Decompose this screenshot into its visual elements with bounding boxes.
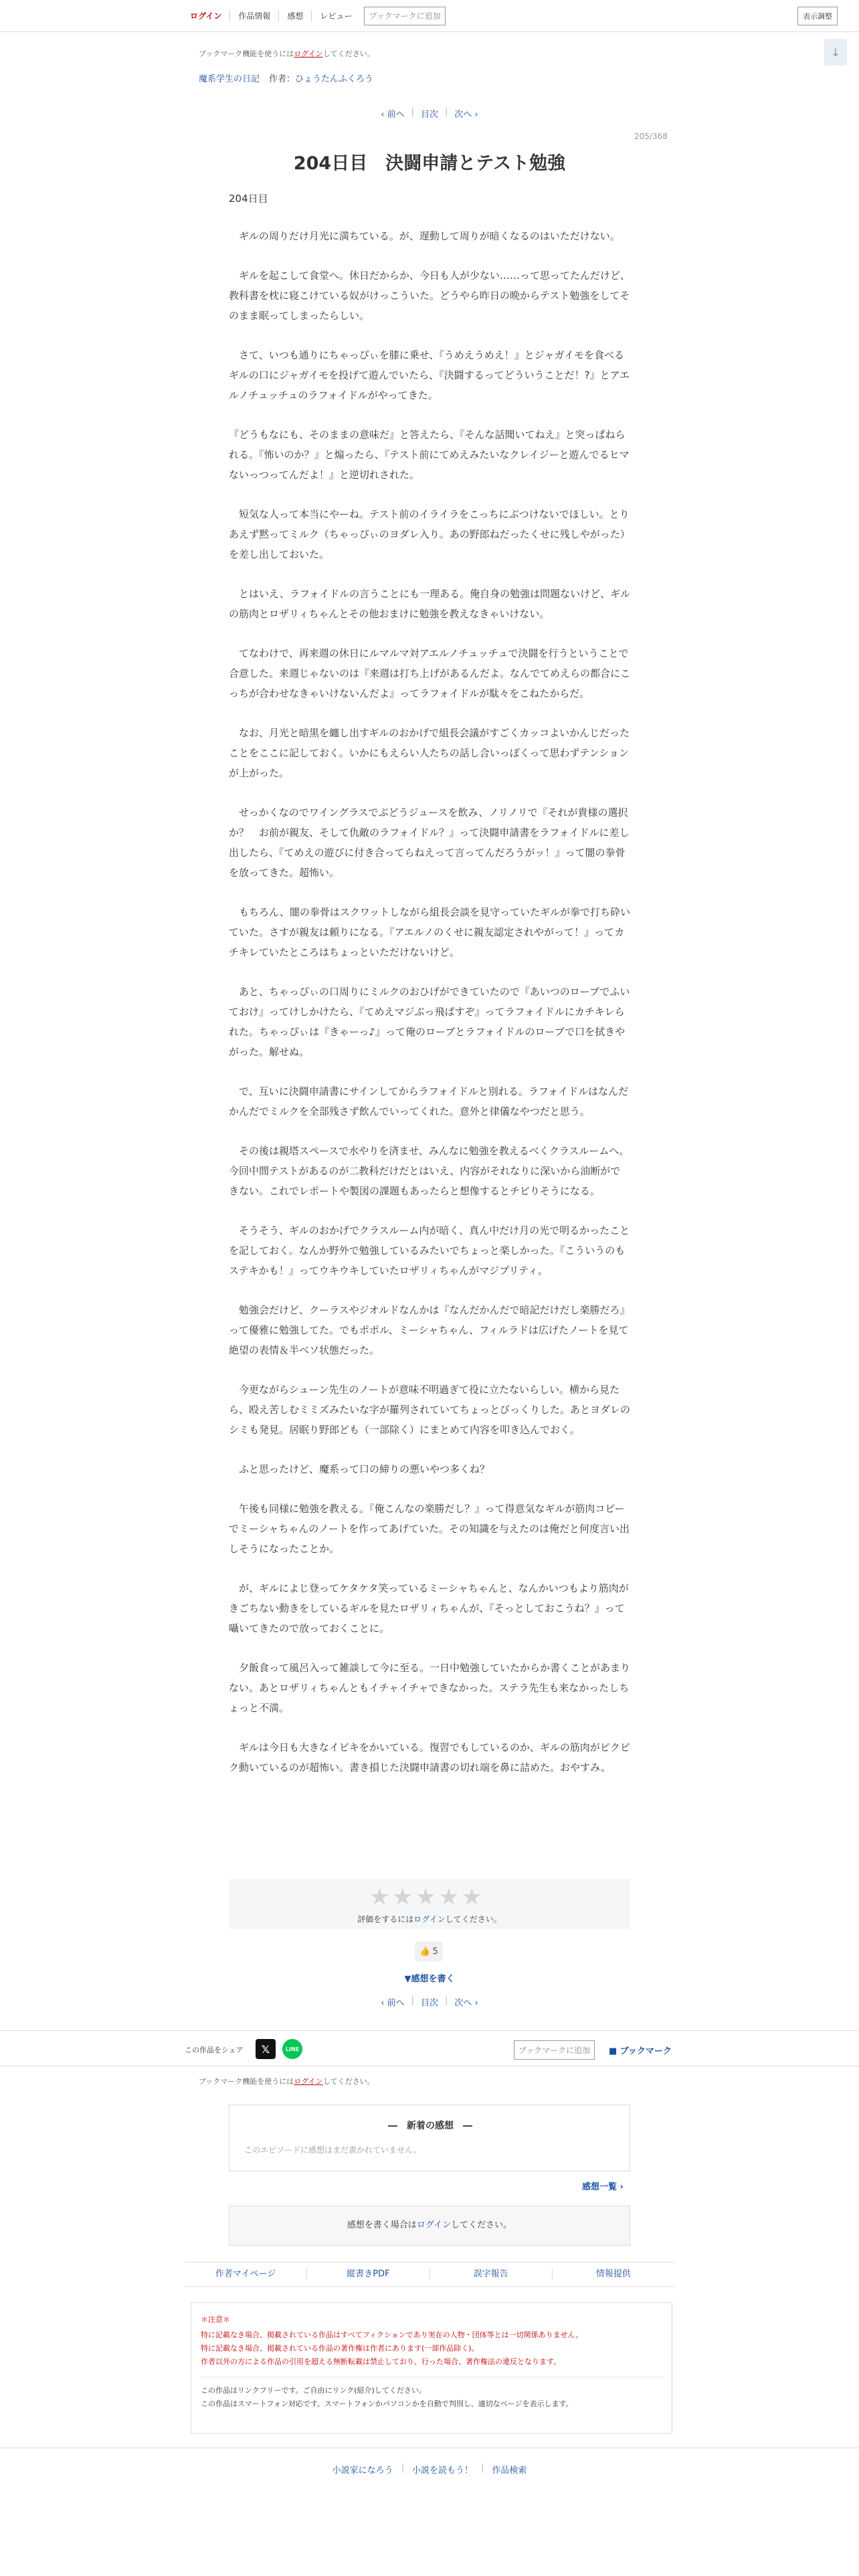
paragraph: ギルの周りだけ月光に満ちている。が、遅動して周りが暗くなるのはいただけない。 <box>229 230 620 242</box>
note-prefix: ブックマーク機能を使うには <box>199 49 294 58</box>
paragraph: てなわけで、再来週の休日にルマルマ対アエルノチュッチュで決闘を行うということで合意した。来週じゃないのは『来週は打ち上げがあるんだよ。なんでてめえらの都合にこっちが合わせなきゃいけないんだよ』ってラフォイドルが駄々をこねたからだ。 <box>229 647 631 700</box>
new-impressions-box <box>229 2105 630 2171</box>
note-suffix: してください。 <box>322 2077 375 2086</box>
paragraph: で、互いに決闘申請書にサインしてからラフォイドルと別れる。ラフォイドルはなんだかんだでミルクを全部残さず飲んでいってくれた。意外と律儀なやつだと思う。 <box>229 1085 629 1117</box>
author-link[interactable]: ひょうたんふくろう <box>295 74 374 84</box>
yomou-link[interactable]: 小説を読もう！ <box>411 2466 473 2476</box>
paragraph: 短気な人って本当にやーね。テスト前のイライラをこっちにぶつけないでほしい。とりあえず黙ってミルク（ちゃっぴぃのヨダレ入り。あの野郎ねだったくせに残しやがった）を差し出しておいた。 <box>229 508 630 560</box>
episode-counter: 205/368 <box>634 132 668 141</box>
episode-body <box>229 226 630 1797</box>
paragraph: その後は親塔スペースで水やりを済ませ、みんなに勉強を教えるべくクラスルームへ。今回中間テストがあるのが二教科だけだとはいえ、内容がそれなりに深いから油断ができない。これでレポートや製図の課題もあったらと想像するとチビりそうになる。 <box>229 1145 630 1197</box>
pager-bottom <box>0 1996 859 2008</box>
paragraph: ギルを起こして食堂へ。休日だからか、今日も人が少ない……って思ってたんだけど、教科書を枕に寝こけている奴がけっこういた。どうやら昨日の晩からテスト勉強をしてそのまま眠ってしまったらしい。 <box>229 270 630 322</box>
next-link-top[interactable]: 次へ › <box>454 110 478 120</box>
paragraph: 午後も同様に勉強を教える。『俺こんなの楽勝だし？』って得意気なギルが筋肉コピーでミーシャちゃんのノートを作ってあげていた。その知識を与えたのは俺だと何度言い出しそうになったことか。 <box>229 1503 630 1555</box>
notice-red-line: 作者以外の方による作品の引用を超える無断転載は禁止しており、行った場合、著作権法の違反となります。 <box>201 2357 561 2366</box>
impression-login-link[interactable]: ログイン <box>416 2220 452 2230</box>
rating-login-link[interactable]: ログイン <box>413 1915 446 1924</box>
nav-impressions[interactable]: 感想 <box>279 11 312 21</box>
typo-report-link[interactable]: 誤字報告 <box>430 2268 553 2280</box>
paragraph: なお、月光と暗黒を纏し出すギルのおかげで組長会議がすごくカッコよいかんじだったことをここに記しておく。いかにもえらい人たちの話し合いっぽくって思わずテンションが上がった。 <box>229 727 630 779</box>
series-title-link[interactable]: 魔系学生の日記 <box>199 74 260 84</box>
star-icon[interactable]: ★ <box>461 1884 482 1911</box>
rating-stars <box>369 1885 482 1909</box>
index-link-top[interactable]: 目次 <box>420 110 438 120</box>
share-bar <box>0 2030 859 2066</box>
pager-top <box>0 107 859 120</box>
paragraph: ふと思ったけど、魔系って口の締りの悪いやつ多くね？ <box>229 1463 490 1475</box>
impressions-title: ― 新着の感想 ― <box>388 2121 472 2131</box>
series-info <box>199 72 373 84</box>
paragraph: せっかくなのでワイングラスでぶどうジュースを飲み、ノリノリで『それが貴様の選択か？ お前が親友、そして仇敵のラフォイドル？』って決闘申請書をラフォイドルに差し出したら、『てめえの遊びに付き合ってらねえって言ってんだろうがッ！』って闇の拳骨を放ってきた。超怖い。 <box>229 807 630 879</box>
novel-footer-links <box>185 2262 674 2287</box>
paragraph: 勉強会だけど、クーラスやジオルドなんかは『なんだかんだで暗記だけだし楽勝だろ』って優雅に勉強してた。でもポポル、ミーシャちゃん、フィルラドは広げたノートを見て絶望の表情＆半ベソ状態だった。 <box>229 1304 630 1356</box>
thumbs-up-icon: 👍 <box>419 1946 431 1957</box>
impression-login-box <box>229 2206 630 2246</box>
display-settings-button[interactable]: 表示調整 <box>797 7 838 25</box>
pager-separator: | <box>445 1996 448 2006</box>
notice-head: ＊注意＊ <box>201 2315 230 2324</box>
prev-link-top[interactable]: ‹ 前へ <box>381 110 405 120</box>
paragraph: が、ギルによじ登ってケタケタ笑っているミーシャちゃんと、なんかいつもより筋肉がきごちない動きをしているギルを見たロザリィちゃんが、『そっとしておこうね？』って囁いてきたので放っておくことに。 <box>229 1582 629 1634</box>
bookmark-login-note-bottom <box>199 2076 375 2086</box>
nav-novel-info[interactable]: 作品情報 <box>230 11 279 21</box>
star-icon[interactable]: ★ <box>369 1884 390 1911</box>
login-prefix: 感想を書く場合は <box>347 2220 417 2230</box>
author-block <box>269 72 373 84</box>
vertical-pdf-link[interactable]: 縦書きPDF <box>307 2268 430 2280</box>
rating-note-prefix: 評価をするには <box>357 1915 414 1924</box>
index-link-bottom[interactable]: 目次 <box>420 1998 438 2008</box>
like-count: 5 <box>432 1946 438 1957</box>
narou-link[interactable]: 小説家になろう <box>332 2466 393 2476</box>
bookmark-add-button[interactable]: ブックマークに追加 <box>514 2040 595 2060</box>
notice-gray-line: この作品はスマートフォン対応です。スマートフォンかパソコンかを自動で判別し、適切なページを表示します。 <box>201 2399 573 2408</box>
paragraph: 夕飯食って風呂入って雑談して今に至る。一日中勉強していたからか書くことがあまりない。あとロザリィちゃんともイチャイチャできなかった。ステラ先生も来なかったしちょっと不満。 <box>229 1662 631 1714</box>
pager-separator: | <box>411 1996 414 2006</box>
paragraph: そうそう、ギルのおかげでクラスルーム内が暗く、真ん中だけ月の光で明るかったことを記しておく。なんか野外で勉強しているみたいでちょっと楽しかった。『こういうのもステキかも！』ってウキウキしていたロザリィちゃんがマジプリティ。 <box>229 1224 630 1277</box>
paragraph: 今更ながらシューン先生のノートが意味不明過ぎて役に立たないらしい。横から見たら、殴え苦しむミミズみたいな字が羅列されていてちょっとびっくりした。あとヨダレのシミも発見。居眠り野郎ども（一部除く）にまとめて内容を叩き込んでおく。 <box>229 1384 631 1436</box>
footer-separator: | <box>481 2463 484 2473</box>
next-link-bottom[interactable]: 次へ › <box>454 1998 478 2008</box>
rating-box <box>229 1879 630 1929</box>
x-share-icon[interactable]: 𝕏 <box>256 2039 276 2059</box>
login-suffix: してください。 <box>451 2220 512 2230</box>
arrow-down-icon[interactable]: ↓ <box>824 39 847 66</box>
paragraph: ギルは今日も大きなイビキをかいている。復習でもしているのか、ギルの筋肉がピクピク動いているのが超怖い。書き損じた決闘申請書の切れ端を鼻に詰めた。おやすみ。 <box>229 1741 630 1774</box>
bookmark-link[interactable]: ■ ブックマーク <box>609 2046 672 2056</box>
top-bar <box>0 0 859 32</box>
impressions-empty-text: このエピソードに感想はまだ書かれていません。 <box>244 2145 421 2155</box>
footer-separator: | <box>401 2463 404 2473</box>
prev-link-bottom[interactable]: ‹ 前へ <box>381 1998 405 2008</box>
bookmark-login-note <box>199 48 375 59</box>
top-nav <box>185 11 360 21</box>
write-review-toggle[interactable]: ▼感想を書く <box>404 1974 455 1984</box>
notice-gray-line: この作品はリンクフリーです。ご自由にリンク(紹介)してください。 <box>201 2386 426 2395</box>
notice-box <box>191 2302 672 2434</box>
top-nav-container <box>185 4 446 28</box>
site-footer-links <box>0 2463 859 2476</box>
bookmark-add-button-top[interactable]: ブックマークに追加 <box>364 7 445 25</box>
episode-title: 204日目 決闘申請とテスト勉強 <box>293 153 566 174</box>
share-label: この作品をシェア <box>185 2046 244 2054</box>
impressions-list-link[interactable]: 感想一覧 › <box>582 2182 624 2192</box>
paragraph: もちろん、闇の拳骨はスクワットしながら組長会談を見守っていたギルが拳で打ち砕いていた。さすが親友は頼りになる。『アエルノのくせに親友認定されやがって！』ってカチキレていたところはちょっといただけないけど。 <box>229 906 631 958</box>
star-icon[interactable]: ★ <box>415 1884 436 1911</box>
rating-login-note <box>229 1913 630 1925</box>
note-suffix: してください。 <box>322 49 375 58</box>
paragraph: とはいえ、ラフォイドルの言うことにも一理ある。俺自身の勉強は問題ないけど、ギルの筋肉とロザリィちゃんとその他おまけに勉強を教えなきゃいけない。 <box>229 588 631 620</box>
note-prefix: ブックマーク機能を使うには <box>199 2077 294 2086</box>
pager-separator: | <box>411 107 414 117</box>
novel-search-link[interactable]: 作品検索 <box>492 2466 527 2476</box>
episode-subtitle: 204日目 <box>229 193 268 205</box>
notice-red-line: 特に記載なき場合、掲載されている作品の著作権は作者にあります(一部作品除く)。 <box>201 2344 479 2353</box>
note-login-link[interactable]: ログイン <box>294 2077 323 2086</box>
author-label: 作者： <box>269 74 296 84</box>
paragraph: さて、いつも通りにちゃっぴぃを膝に乗せ、『うめえうめえ！』とジャガイモを食べるギルの口にジャガイモを投げて遊んでいたら、『決闘するってどういうことだ！?』とアエルノチュッチュのラフォイドルがやってきた。 <box>229 349 630 401</box>
star-icon[interactable]: ★ <box>438 1884 459 1911</box>
author-mypage-link[interactable]: 作者マイページ <box>185 2268 307 2280</box>
line-share-icon[interactable]: LINE <box>282 2039 302 2059</box>
paragraph: あと、ちゃっぴぃの口周りにミルクのおひげができていたので『あいつのローブでふいておけ』ってけしかけたら、『てめえマジぶっ飛ばすぞ』ってラフォイドルにカチキレられた。ちゃっぴぃは『きゃーっ♪』って俺のローブとラフォイドルのローブで口を拭きやがった。解せぬ。 <box>229 986 630 1058</box>
site-footer <box>0 2448 859 2488</box>
info-provide-link[interactable]: 情報提供 <box>595 2269 631 2279</box>
like-button[interactable] <box>415 1941 443 1961</box>
nav-reviews[interactable]: レビュー <box>320 11 353 21</box>
pager-separator: | <box>445 107 448 117</box>
note-login-link[interactable]: ログイン <box>294 49 323 58</box>
star-icon[interactable]: ★ <box>392 1884 413 1911</box>
paragraph: 『どうもなにも、そのままの意味だ』と答えたら、『そんな話聞いてねえ』と突っぱねられる。『怖いのか？』と煽ったら、『テスト前にてめえみたいなクレイジーと遊んでるヒマないっつってんだよ！』と逆切れされた。 <box>229 429 630 481</box>
login-link[interactable]: ログイン <box>185 11 230 21</box>
notice-red-line: 特に記載なき場合、掲載されている作品はすべてフィクションであり実在の人物・団体等とは一切関係ありません。 <box>201 2331 583 2339</box>
rating-note-suffix: してください。 <box>445 1915 502 1924</box>
